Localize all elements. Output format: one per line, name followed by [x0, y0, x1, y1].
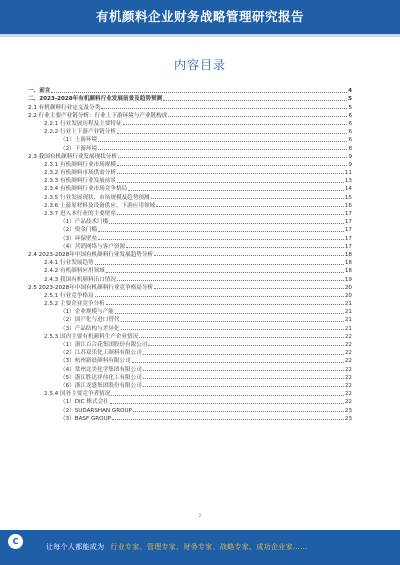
- toc-entry-title: 2.1 有机颜料行业定义及分类: [28, 104, 101, 111]
- toc-entry-title: 2.5.1 行业竞争格局: [44, 292, 94, 299]
- toc-leader-dots: [117, 214, 344, 215]
- toc-leader-dots: [151, 198, 344, 199]
- toc-entry-page: 22: [344, 358, 352, 365]
- toc-entry-title: 2.4.1 行业发展趋势: [44, 260, 94, 267]
- toc-leader-dots: [98, 231, 344, 232]
- toc-entry-page: 22: [344, 342, 352, 348]
- toc-leader-dots: [117, 173, 344, 174]
- page-title: 内容目录: [173, 58, 226, 72]
- toc-entry[interactable]: [28, 135, 352, 143]
- toc-entry-page: 22: [344, 366, 352, 373]
- toc-entry-title: （3）杭州新晨颜料有限公司: [60, 358, 131, 365]
- toc-leader-dots: [95, 296, 344, 297]
- toc-leader-dots: [118, 157, 347, 158]
- toc-entry[interactable]: [28, 348, 352, 356]
- toc-leader-dots: [132, 362, 344, 363]
- toc-entry-title: （6）浙江龙盛集团股份有限公司: [60, 382, 142, 389]
- toc-entry[interactable]: [28, 233, 352, 241]
- toc-entry[interactable]: [28, 266, 352, 274]
- toc-entry-page: 17: [344, 243, 352, 250]
- toc-entry-title: 2.4.2 有机颜料应用领域: [44, 268, 105, 275]
- toc-entry-title: 2.5.2 主要企业竞争分析: [44, 301, 105, 308]
- toc-leader-dots: [115, 313, 344, 314]
- toc-entry[interactable]: [28, 340, 352, 348]
- toc-entry[interactable]: [28, 176, 352, 184]
- toc-entry[interactable]: [28, 274, 352, 282]
- toc-entry[interactable]: [28, 111, 352, 119]
- toc-leader-dots: [112, 419, 344, 420]
- toc-entry[interactable]: [28, 299, 352, 307]
- toc-leader-dots: [143, 354, 344, 355]
- toc-entry-title: （1）产品技术门槛: [60, 219, 109, 226]
- toc-entry-page: 6: [348, 120, 352, 127]
- toc-entry[interactable]: [28, 119, 352, 127]
- toc-entry-page: 22: [344, 382, 352, 389]
- toc-entry-title: 2.3.6 上游原材料及设备供应、下游应用领域: [44, 202, 156, 209]
- toc-entry-title: 二、2023-2028年有机颜料行业发展前景及趋势预测: [28, 96, 163, 103]
- toc-leader-dots: [98, 141, 347, 142]
- toc-entry-title: （3）BASF GROUP: [60, 415, 112, 422]
- toc-entry-page: 8: [348, 145, 352, 152]
- toc-entry-title: 2.5 2023-2028年中国有机颜料行业竞争格局分析: [28, 284, 154, 291]
- toc-entry-page: 22: [344, 391, 352, 398]
- toc-entry-title: 2.2 行业主要产业链分析：行业上下游环境与产业链构成: [28, 112, 168, 119]
- toc-entry-title: 2.3.2 有机颜料市场供需分析: [44, 170, 116, 177]
- toc-entry-page: 15: [344, 194, 352, 201]
- toc-entry-page: 18: [344, 251, 352, 258]
- toc-leader-dots: [117, 133, 347, 134]
- toc-entry-title: （2）国产化与进口替代: [60, 317, 120, 324]
- brand-logo-icon: C: [8, 534, 23, 549]
- toc-entry-page: 14: [344, 186, 352, 193]
- toc-entry[interactable]: [28, 250, 352, 258]
- toc-entry-page: 6: [348, 112, 352, 119]
- toc-leader-dots: [133, 411, 344, 412]
- toc-entry-page: 23: [344, 415, 352, 422]
- toc-leader-dots: [154, 255, 344, 256]
- footer-bar: [0, 530, 400, 565]
- toc-entry[interactable]: [28, 143, 352, 151]
- toc-entry-page: 20: [344, 292, 352, 299]
- toc-entry-title: （2）江苏双乐化工颜料有限公司: [60, 350, 142, 357]
- toc-leader-dots: [106, 304, 344, 305]
- toc-leader-dots: [139, 337, 344, 338]
- toc-entry[interactable]: [28, 364, 352, 372]
- toc-entry-page: 22: [344, 399, 352, 406]
- toc-entry-page: 9: [348, 153, 352, 160]
- toc-leader-dots: [117, 182, 344, 183]
- toc-entry[interactable]: [28, 201, 352, 209]
- toc-entry-page: 18: [344, 268, 352, 275]
- toc-entry-page: 4: [348, 88, 352, 95]
- toc-entry[interactable]: [28, 397, 352, 405]
- toc-entry[interactable]: [28, 152, 352, 160]
- toc-entry-page: 5: [348, 96, 352, 103]
- toc-leader-dots: [123, 124, 348, 125]
- toc-entry-page: 21: [344, 309, 352, 316]
- toc-entry-title: （1）DIC 株式会社: [60, 399, 109, 406]
- report-header: 有机颜料企业财务战略管理研究报告: [0, 0, 400, 34]
- toc-entry-title: （4）营销网络与客户资源: [60, 243, 126, 250]
- toc-entry-title: 2.3.7 进入本行业的主要壁垒: [44, 211, 116, 217]
- toc-entry-title: （2）下游环境: [60, 145, 98, 152]
- toc-entry[interactable]: [28, 127, 352, 135]
- toc-entry[interactable]: [28, 332, 352, 340]
- toc-entry-title: （1）上游环境: [60, 137, 98, 144]
- toc-entry-page: 21: [344, 301, 352, 308]
- toc-entry-page: 19: [344, 276, 352, 283]
- toc-leader-dots: [110, 403, 344, 404]
- toc-entry-title: 2.5.3 国内主要有机颜料生产企业情况: [44, 333, 139, 340]
- toc-leader-dots: [51, 92, 347, 93]
- toc-leader-dots: [111, 395, 344, 396]
- toc-entry-title: 2.3.3 有机颜料行业发展前景: [44, 178, 116, 185]
- toc-entry[interactable]: [28, 405, 352, 413]
- toc-entry-title: （4）常州北美化学集团有限公司: [60, 366, 142, 373]
- toc-entry-title: 2.3.4 有机颜料行业市场竞争格局: [44, 186, 128, 193]
- toc-entry[interactable]: [28, 373, 352, 381]
- toc-entry[interactable]: [28, 209, 352, 217]
- toc-entry[interactable]: [28, 381, 352, 389]
- toc-entry-page: 6: [348, 129, 352, 136]
- toc-entry[interactable]: [28, 184, 352, 192]
- toc-entry[interactable]: [28, 86, 352, 94]
- toc-entry-title: （2）SUDARSHAN GROUP: [60, 407, 132, 414]
- toc-entry-page: 22: [344, 333, 352, 340]
- toc-leader-dots: [163, 100, 347, 101]
- toc-leader-dots: [148, 345, 343, 346]
- toc-leader-dots: [143, 370, 344, 371]
- header-divider: [0, 34, 400, 37]
- toc-entry-title: 2.2.2 行业上下游产业链分析: [44, 129, 116, 136]
- toc-entry[interactable]: [28, 192, 352, 200]
- toc-entry[interactable]: [28, 414, 352, 422]
- toc-entry-title: 2.4 2023-2028年中国有机颜料行业发展趋势分析: [28, 251, 154, 258]
- toc-entry[interactable]: [28, 356, 352, 364]
- toc-leader-dots: [121, 321, 344, 322]
- toc-entry[interactable]: [28, 291, 352, 299]
- toc-entry[interactable]: [28, 168, 352, 176]
- toc-entry-page: 16: [344, 202, 352, 209]
- toc-leader-dots: [98, 149, 347, 150]
- table-of-contents: [28, 86, 352, 422]
- toc-entry-page: 23: [344, 407, 352, 414]
- toc-entry-page: 11: [344, 170, 352, 177]
- toc-leader-dots: [95, 264, 344, 265]
- toc-entry-title: （2）资金门槛: [60, 227, 98, 234]
- toc-entry-page: 5: [348, 104, 352, 111]
- toc-entry-page: 17: [344, 235, 352, 242]
- toc-entry[interactable]: [28, 258, 352, 266]
- toc-entry-page: 13: [344, 178, 352, 185]
- toc-leader-dots: [98, 239, 344, 240]
- toc-entry[interactable]: [28, 217, 352, 225]
- toc-leader-dots: [143, 386, 344, 387]
- toc-leader-dots: [143, 378, 344, 379]
- toc-entry-title: （1）企业规模与产能: [60, 309, 114, 316]
- toc-entry-page: 17: [344, 219, 352, 226]
- toc-entry[interactable]: [28, 323, 352, 331]
- footer-slogan: [46, 542, 308, 552]
- toc-entry[interactable]: [28, 242, 352, 250]
- toc-leader-dots: [156, 206, 344, 207]
- toc-entry-page: 6: [348, 137, 352, 144]
- toc-entry-title: （5）浙江胜达祥伟化工有限公司: [60, 374, 142, 381]
- toc-entry[interactable]: [28, 160, 352, 168]
- toc-leader-dots: [109, 223, 344, 224]
- toc-entry-page: 17: [344, 227, 352, 234]
- toc-entry-title: 2.5.4 国外主要竞争者情况: [44, 391, 111, 398]
- toc-entry-title: （3）环保壁垒: [60, 235, 98, 242]
- toc-entry[interactable]: [28, 283, 352, 291]
- toc-leader-dots: [126, 247, 344, 248]
- toc-leader-dots: [154, 288, 344, 289]
- toc-entry-page: 22: [344, 350, 352, 357]
- toc-entry-title: （1）浙江百合花集团股份有限公司: [60, 342, 148, 348]
- toc-entry[interactable]: [28, 225, 352, 233]
- toc-leader-dots: [121, 329, 344, 330]
- toc-entry[interactable]: [28, 307, 352, 315]
- toc-entry[interactable]: [28, 102, 352, 110]
- toc-entry-page: 17: [344, 211, 352, 217]
- toc-leader-dots: [101, 108, 347, 109]
- footer-slogan-accent: 行业专家、管理专家、财务专家、战略专家、成功企业家……: [110, 543, 308, 551]
- toc-entry-title: 2.3.1 有机颜料行业市场规模: [44, 161, 116, 168]
- toc-leader-dots: [128, 190, 344, 191]
- toc-entry-title: 2.3 我国有机颜料行业发展现状分析: [28, 153, 117, 160]
- toc-entry-title: 2.2.1 行业发展历程及主要特征: [44, 120, 122, 127]
- toc-entry-title: 2.4.3 我国有机颜料出口情况: [44, 276, 116, 283]
- toc-leader-dots: [106, 272, 344, 273]
- toc-entry-page: 18: [344, 260, 352, 267]
- footer-slogan-main: 让每个人都能成为: [46, 543, 105, 551]
- toc-leader-dots: [168, 116, 347, 117]
- toc-leader-dots: [117, 280, 344, 281]
- toc-entry-title: 2.3.5 行业发展现状、市场规模及趋势预测: [44, 194, 150, 201]
- toc-entry-page: 9: [348, 161, 352, 168]
- toc-entry[interactable]: [28, 315, 352, 323]
- toc-entry[interactable]: [28, 94, 352, 102]
- toc-entry-page: 21: [344, 317, 352, 324]
- toc-entry-page: 21: [344, 325, 352, 332]
- toc-leader-dots: [117, 165, 347, 166]
- toc-entry-title: （3）产品结构与差异化: [60, 325, 120, 332]
- toc-entry-page: 20: [344, 284, 352, 291]
- toc-entry-page: 22: [344, 374, 352, 381]
- toc-entry[interactable]: [28, 389, 352, 397]
- page-number: 2: [198, 514, 202, 519]
- toc-entry-title: 一、前言: [28, 88, 51, 95]
